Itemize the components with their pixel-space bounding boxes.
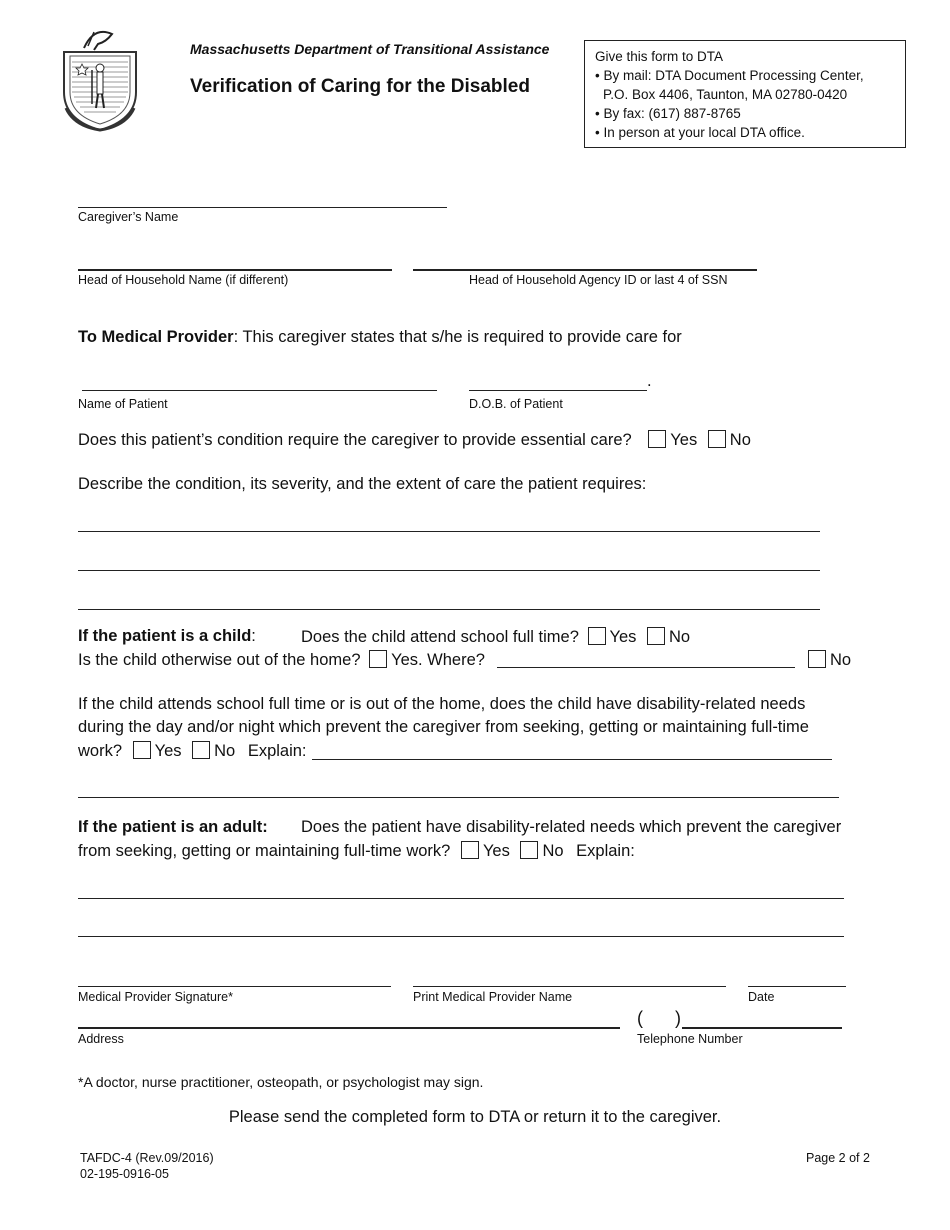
child-out-of-home-no-label: No [830,651,852,669]
essential-care-question-text: Does this patient’s condition require the caregiver to provide essential care? [78,431,632,449]
adult-question-line-2 [78,841,635,861]
child-school-question-text: Does the child attend school full time? [301,628,579,646]
form-id: TAFDC-4 (Rev.09/2016) [80,1151,214,1165]
child-needs-no-label: No [214,742,236,760]
provider-name-label: Print Medical Provider Name [413,990,573,1004]
condition-line-3[interactable] [78,609,820,610]
child-out-of-home-yes-checkbox[interactable] [369,650,387,668]
adult-explain-label: Explain: [576,842,635,860]
essential-care-yes-label: Yes [670,431,698,449]
child-out-of-home-no-checkbox[interactable] [808,650,826,668]
adult-no-label: No [542,842,564,860]
date-label: Date [748,990,775,1004]
phone-area-close: ) [675,1008,681,1028]
patient-name-label: Name of Patient [78,397,168,411]
provider-signature-label: Medical Provider Signature* [78,990,233,1004]
address-field[interactable] [78,1027,620,1029]
child-explain-field-1[interactable] [312,759,832,760]
condition-line-2[interactable] [78,570,820,571]
adult-section-label-bold: If the patient is an adult: [78,818,268,836]
form-code: 02-195-0916-05 [80,1167,169,1181]
child-where-field[interactable] [497,667,795,668]
hoh-id-field[interactable] [413,269,757,271]
child-needs-yes-checkbox[interactable] [133,741,151,759]
child-school-no-label: No [669,628,691,646]
condition-line-1[interactable] [78,531,820,532]
child-school-yes-label: Yes [609,628,637,646]
patient-dob-field[interactable] [469,390,647,391]
provider-name-field[interactable] [413,986,726,987]
child-section-label [78,627,256,646]
hoh-name-field[interactable] [78,269,392,271]
phone-field[interactable] [682,1027,842,1029]
hoh-name-label: Head of Household Name (if different) [78,273,289,287]
child-needs-line-2: during the day and/or night which prevent the caregiver from seeking, getting or maintaining full-time [78,718,809,736]
phone-label: Telephone Number [637,1032,743,1046]
infobox-mail: • By mail: DTA Document Processing Center, [595,68,864,83]
child-needs-no-checkbox[interactable] [192,741,210,759]
form-title: Verification of Caring for the Disabled [190,76,530,97]
infobox-heading: Give this form to DTA [595,49,724,64]
child-needs-answer [78,741,307,761]
adult-explain-field-1[interactable] [78,898,844,899]
describe-condition-prompt: Describe the condition, its severity, and the extent of care the patient requires: [78,475,647,493]
child-school-question [301,627,690,647]
child-school-no-checkbox[interactable] [647,627,665,645]
signer-footnote: *A doctor, nurse practitioner, osteopath, or psychologist may sign. [78,1074,484,1090]
infobox-person: • In person at your local DTA office. [595,125,805,140]
send-instructions: Please send the completed form to DTA or return it to the caregiver. [228,1108,722,1126]
child-needs-work-label: work? [78,742,123,760]
essential-care-yes-checkbox[interactable] [648,430,666,448]
page-number: Page 2 of 2 [806,1151,870,1165]
adult-section-label [78,818,268,837]
child-out-of-home-text: Is the child otherwise out of the home? [78,651,361,669]
phone-area-open: ( [637,1008,643,1028]
adult-yes-checkbox[interactable] [461,841,479,859]
infobox-mail-address: P.O. Box 4406, Taunton, MA 02780-0420 [603,87,848,102]
massachusetts-seal-icon [54,22,146,134]
dob-period: . [647,372,652,390]
medical-provider-intro [78,328,682,347]
child-out-of-home-no [802,650,851,670]
child-needs-yes-label: Yes [154,742,182,760]
essential-care-no-label: No [729,431,751,449]
essential-care-question [78,430,751,450]
child-school-yes-checkbox[interactable] [588,627,606,645]
adult-explain-field-2[interactable] [78,936,844,937]
child-section-colon: : [251,627,256,645]
adult-no-checkbox[interactable] [520,841,538,859]
infobox-fax: • By fax: (617) 887-8765 [595,106,741,121]
child-out-of-home-question [78,650,485,670]
hoh-id-label: Head of Household Agency ID or last 4 of SSN [469,273,728,287]
adult-question-text: from seeking, getting or maintaining full-time work? [78,842,451,860]
child-needs-line-1: If the child attends school full time or is out of the home, does the child have disability-related needs [78,695,806,713]
adult-yes-label: Yes [482,842,510,860]
medical-provider-intro-bold: To Medical Provider [78,328,234,346]
adult-question-line-1: Does the patient have disability-related needs which prevent the caregiver [301,818,842,836]
child-needs-explain-label: Explain: [247,742,307,760]
caregiver-name-label: Caregiver’s Name [78,210,179,224]
child-section-label-bold: If the patient is a child [78,627,252,645]
date-field[interactable] [748,986,846,987]
child-out-of-home-where-label: Yes. Where? [391,651,485,669]
child-explain-field-2[interactable] [78,797,839,798]
patient-name-field[interactable] [82,390,437,391]
agency-name: Massachusetts Department of Transitional Assistance [190,41,550,57]
address-label: Address [78,1032,124,1046]
patient-dob-label: D.O.B. of Patient [469,397,563,411]
essential-care-no-checkbox[interactable] [708,430,726,448]
submission-info-box [584,40,906,148]
medical-provider-intro-text: : This caregiver states that s/he is required to provide care for [233,328,682,346]
caregiver-name-field[interactable] [78,207,447,208]
provider-signature-field[interactable] [78,986,391,987]
